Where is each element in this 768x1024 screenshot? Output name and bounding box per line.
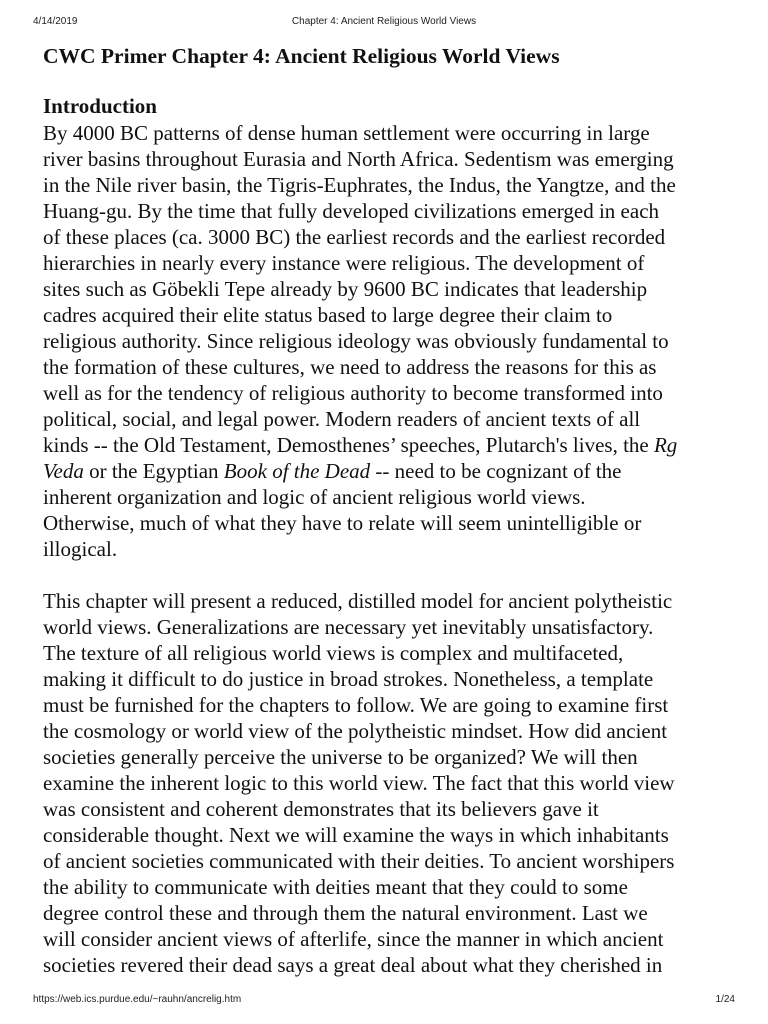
text-line: The texture of all religious world views is complex and multifaceted, [43,641,624,665]
text-line: must be furnished for the chapters to follow. We are going to examine first [43,693,669,717]
introduction-paragraph-1 [43,120,733,562]
text-line: societies generally perceive the universe to be organized? We will then [43,745,638,769]
text-line: world views. Generalizations are necessary yet inevitably unsatisfactory. [43,615,654,639]
introduction-paragraph-2 [43,588,733,978]
print-page-number: 1/24 [715,994,735,1005]
text-line: in the Nile river basin, the Tigris-Euphrates, the Indus, the Yangtze, and the [43,173,676,197]
section-heading-introduction: Introduction [43,94,157,118]
text-line: sites such as Göbekli Tepe already by 9600 BC indicates that leadership [43,277,648,301]
text-line: inherent organization and logic of ancient religious world views. [43,485,586,509]
text-line: hierarchies in nearly every instance were religious. The development of [43,251,645,275]
text-line: political, social, and legal power. Modern readers of ancient texts of all [43,407,641,431]
text-line: Huang-gu. By the time that fully developed civilizations emerged in each [43,199,660,223]
text-line: considerable thought. Next we will examine the ways in which inhabitants [43,823,669,847]
italic-title-rg: Rg [653,433,678,457]
italic-title-book-of-the-dead: Book of the Dead [223,459,371,483]
text-line: well as for the tendency of religious authority to become transformed into [43,381,663,405]
print-date: 4/14/2019 [33,16,78,27]
text-line: river basins throughout Eurasia and North Africa. Sedentism was emerging [43,147,674,171]
text-line: societies revered their dead says a great deal about what they cherished in [43,953,663,977]
print-footer [33,994,735,1008]
chapter-title: CWC Primer Chapter 4: Ancient Religious World Views [43,44,560,68]
text-segment: kinds -- the Old Testament, Demosthenes’ speeches, Plutarch's lives, the [43,433,654,457]
text-line: making it difficult to do justice in broad strokes. Nonetheless, a template [43,667,654,691]
text-line: religious authority. Since religious ideology was obviously fundamental to [43,329,669,353]
text-line: This chapter will present a reduced, distilled model for ancient polytheistic [43,589,673,613]
text-line: the formation of these cultures, we need to address the reasons for this as [43,355,657,379]
italic-title-veda: Veda [43,459,84,483]
text-line: degree control these and through them the natural environment. Last we [43,901,648,925]
text-line: Otherwise, much of what they have to relate will seem unintelligible or [43,511,642,535]
text-line [43,432,733,458]
text-line: illogical. [43,537,118,561]
text-line: of these places (ca. 3000 BC) the earliest records and the earliest recorded [43,225,666,249]
text-line: of ancient societies communicated with their deities. To ancient worshipers [43,849,675,873]
text-line: the ability to communicate with deities meant that they could to some [43,875,628,899]
text-line [43,458,733,484]
text-line: cadres acquired their elite status based to large degree their claim to [43,303,613,327]
text-segment: -- need to be cognizant of the [370,459,622,483]
text-line: examine the inherent logic to this world view. The fact that this world view [43,771,675,795]
text-line: was consistent and coherent demonstrates that its believers gave it [43,797,599,821]
print-document-title: Chapter 4: Ancient Religious World Views [291,16,477,27]
text-line: the cosmology or world view of the polytheistic mindset. How did ancient [43,719,668,743]
print-header [33,16,735,30]
document-body [43,40,733,978]
text-line: By 4000 BC patterns of dense human settlement were occurring in large [43,121,650,145]
print-source-url: https://web.ics.purdue.edu/~rauhn/ancrelig.htm [33,994,242,1005]
text-segment: or the Egyptian [83,459,224,483]
text-line: will consider ancient views of afterlife, since the manner in which ancient [43,927,664,951]
